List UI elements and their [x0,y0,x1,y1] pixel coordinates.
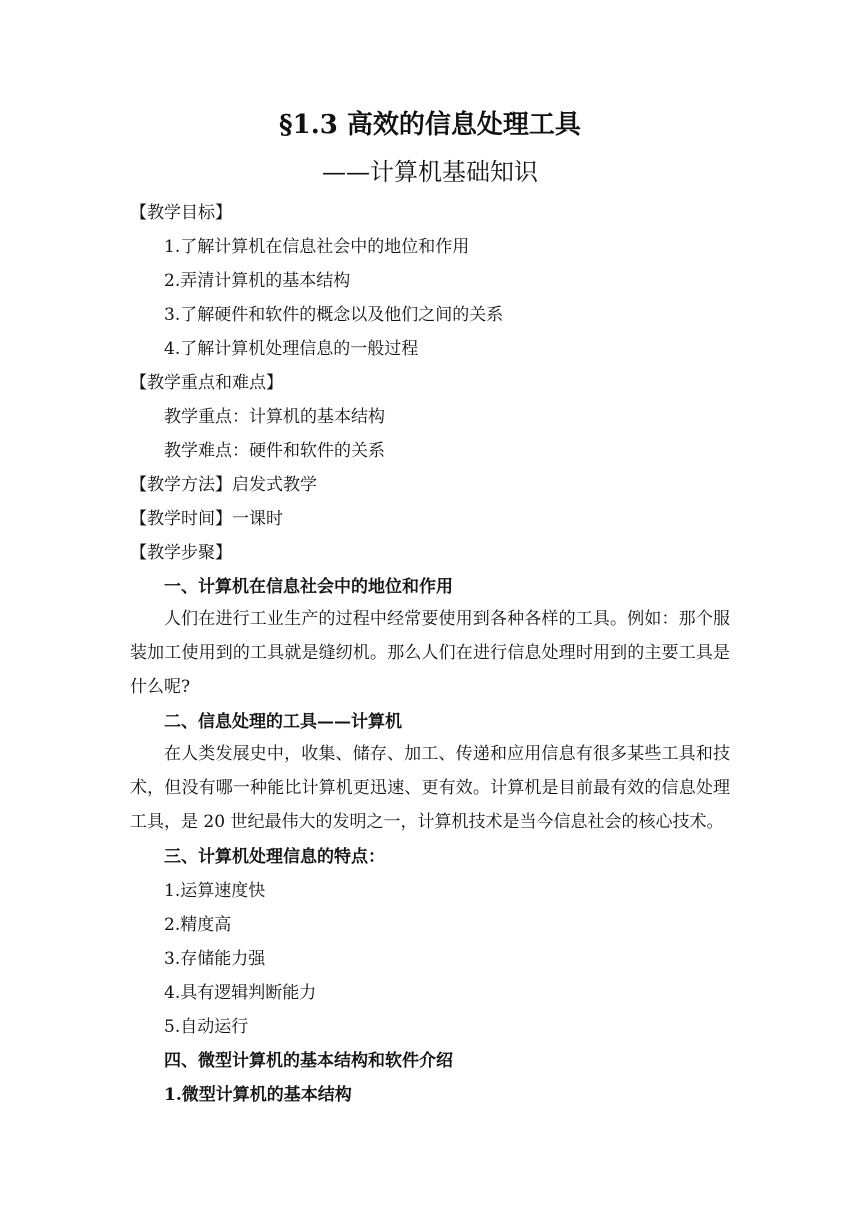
keypoint-item-2: 教学难点：硬件和软件的关系 [164,441,385,461]
section-4-heading: 四、微型计算机的基本结构和软件介绍 [164,1051,453,1071]
section-3-heading: 三、计算机处理信息的特点： [164,847,385,867]
keypoints-heading: 【教学重点和难点】 [130,373,283,393]
feature-item-4: 4.具有逻辑判断能力 [164,983,317,1003]
teaching-method-line: 【教学方法】启发式教学 [130,475,317,495]
page-title: §1.3 高效的信息处理工具 [279,110,581,140]
feature-item-3: 3.存储能力强 [164,949,266,969]
objective-item-1: 1.了解计算机在信息社会中的地位和作用 [164,237,470,257]
section-2-heading: 二、信息处理的工具——计算机 [164,712,402,732]
objective-item-2: 2.弄清计算机的基本结构 [164,271,351,291]
section-2-paragraph: 在人类发展史中，收集、储存、加工、传递和应用信息有很多某些工具和技术，但没有哪一种能比计算机更迅速、更有效。计算机是目前最有效的信息处理工具，是 20 世纪最伟大的发明之一，计算机技术是当今信息社会的核心技术。 [130,744,730,832]
feature-item-2: 2.精度高 [164,915,232,935]
keypoint-item-1: 教学重点：计算机的基本结构 [164,407,385,427]
objective-item-3: 3.了解硬件和软件的概念以及他们之间的关系 [164,305,504,325]
feature-item-5: 5.自动运行 [164,1017,249,1037]
section-1-heading: 一、计算机在信息社会中的地位和作用 [164,577,453,597]
feature-item-1: 1.运算速度快 [164,881,266,901]
objective-item-4: 4.了解计算机处理信息的一般过程 [164,339,419,359]
page-subtitle: ——计算机基础知识 [322,158,538,186]
steps-heading: 【教学步聚】 [130,543,232,563]
objectives-heading: 【教学目标】 [130,203,232,223]
teaching-time-line: 【教学时间】一课时 [130,509,283,529]
section-1-paragraph: 人们在进行工业生产的过程中经常要使用到各种各样的工具。例如：那个服装加工使用到的工具就是缝纫机。那么人们在进行信息处理时用到的主要工具是什么呢? [130,609,730,697]
section-4-subheading: 1.微型计算机的基本结构 [164,1085,352,1105]
